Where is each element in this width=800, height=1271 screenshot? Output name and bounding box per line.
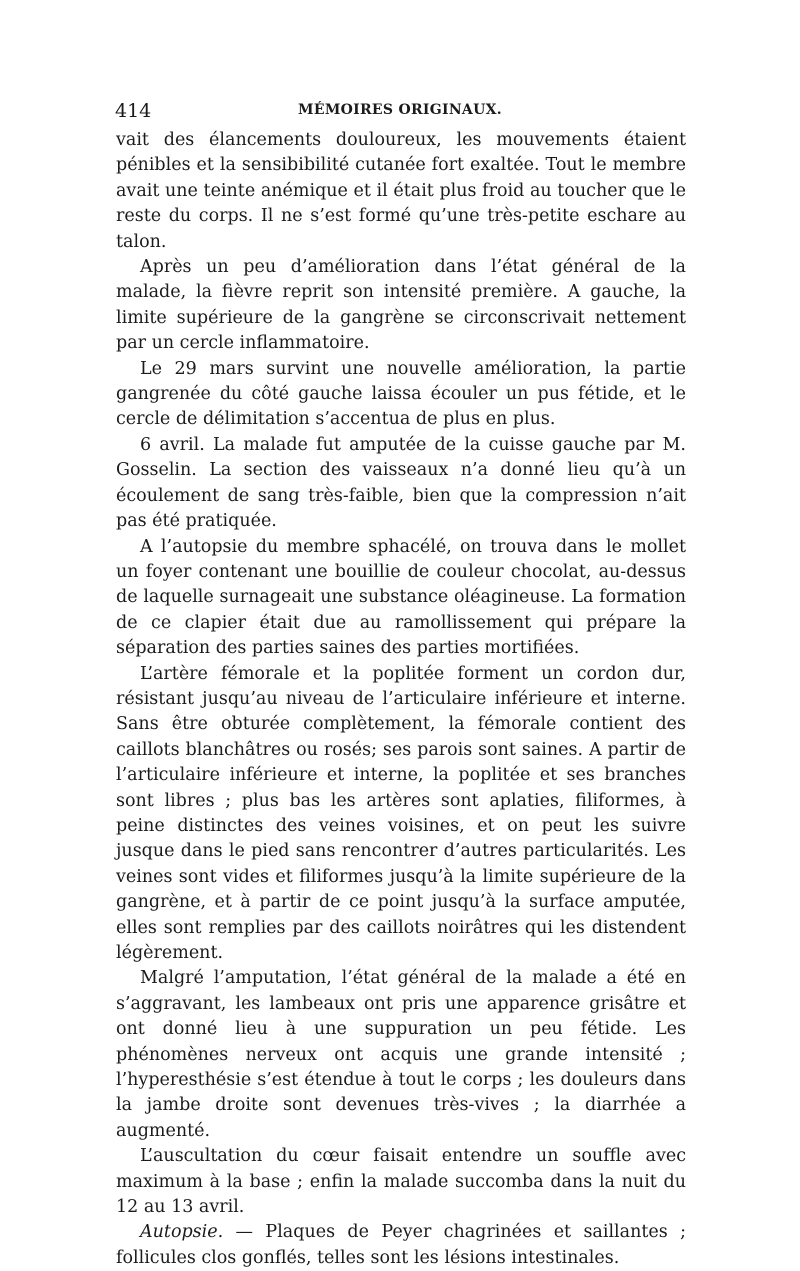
paragraph: A l’autopsie du membre sphacélé, on trouva dans le mollet un foyer contenant une bouillie de couleur chocolat, au-dessus de laquelle surnageait une substance oléagineuse. La formation de ce clapier était due au ramollissement qui prépare la séparation des parties saines des parties mortifiées. — [116, 536, 686, 659]
page-number: 414 — [115, 100, 152, 122]
page-header — [115, 100, 685, 126]
autopsy-text: — Plaques de Peyer chagrinées et saillantes ; follicules clos gonflés, telles sont les lésions intestinales. — [116, 1222, 686, 1268]
autopsy-paragraph — [116, 1220, 686, 1271]
autopsy-label: Autopsie. — [140, 1222, 224, 1243]
paragraph: vait des élancements douloureux, les mouvements étaient pénibles et la sensibibilité cutanée fort exaltée. Tout le membre avait une teinte anémique et il était plus froid au toucher que le reste du corps. Il ne s’est formé qu’une très-petite eschare au talon. — [116, 130, 686, 252]
running-title: MÉMOIRES ORIGINAUX. — [298, 102, 502, 118]
body-text — [116, 128, 686, 1271]
paragraph: Malgré l’amputation, l’état général de la malade a été en s’aggravant, les lambeaux ont pris une apparence grisâtre et ont donné lieu à une suppuration un peu fétide. Les phénomènes nerveux ont acquis une grande intensité ; l’hyperesthésie s’est étendue à tout le corps ; les douleurs dans la jambe droite sont devenues très-vives ; la diarrhée a augmenté. — [116, 968, 686, 1141]
paragraph: Après un peu d’amélioration dans l’état général de la malade, la fièvre reprit son intensité première. A gauche, la limite supérieure de la gangrène se circonscrivait nettement par un cercle inflammatoire. — [116, 257, 686, 354]
paragraph: 6 avril. La malade fut amputée de la cuisse gauche par M. Gosselin. La section des vaisseaux n’a donné lieu qu’à un écoulement de sang très-faible, bien que la compression n’ait pas été pratiquée. — [116, 434, 686, 532]
paragraph: L’artère fémorale et la poplitée forment un cordon dur, résistant jusqu’au niveau de l’articulaire inférieure et interne. Sans être obturée complètement, la fémorale contient des caillots blanchâtres ou rosés; ses parois sont saines. A partir de l’articulaire inférieure et interne, la poplitée et ses branches sont libres ; plus bas les artères sont aplaties, filiformes, à peine distinctes des veines voisines, et on peut les suivre jusque dans le pied sans rencontrer d’autres particularités. Les veines sont vides et filiformes jusqu’à la limite supérieure de la gangrène, et à partir de ce point jusqu’à la surface amputée, elles sont remplies par des caillots noirâtres qui les distendent légèrement. — [116, 663, 686, 963]
paragraph: Le 29 mars survint une nouvelle amélioration, la partie gangrenée du côté gauche laissa écouler un pus fétide, et le cercle de délimitation s’accentua de plus en plus. — [116, 358, 686, 430]
paragraph: L’auscultation du cœur faisait entendre un souffle avec maximum à la base ; enfin la malade succomba dans la nuit du 12 au 13 avril. — [116, 1146, 686, 1218]
